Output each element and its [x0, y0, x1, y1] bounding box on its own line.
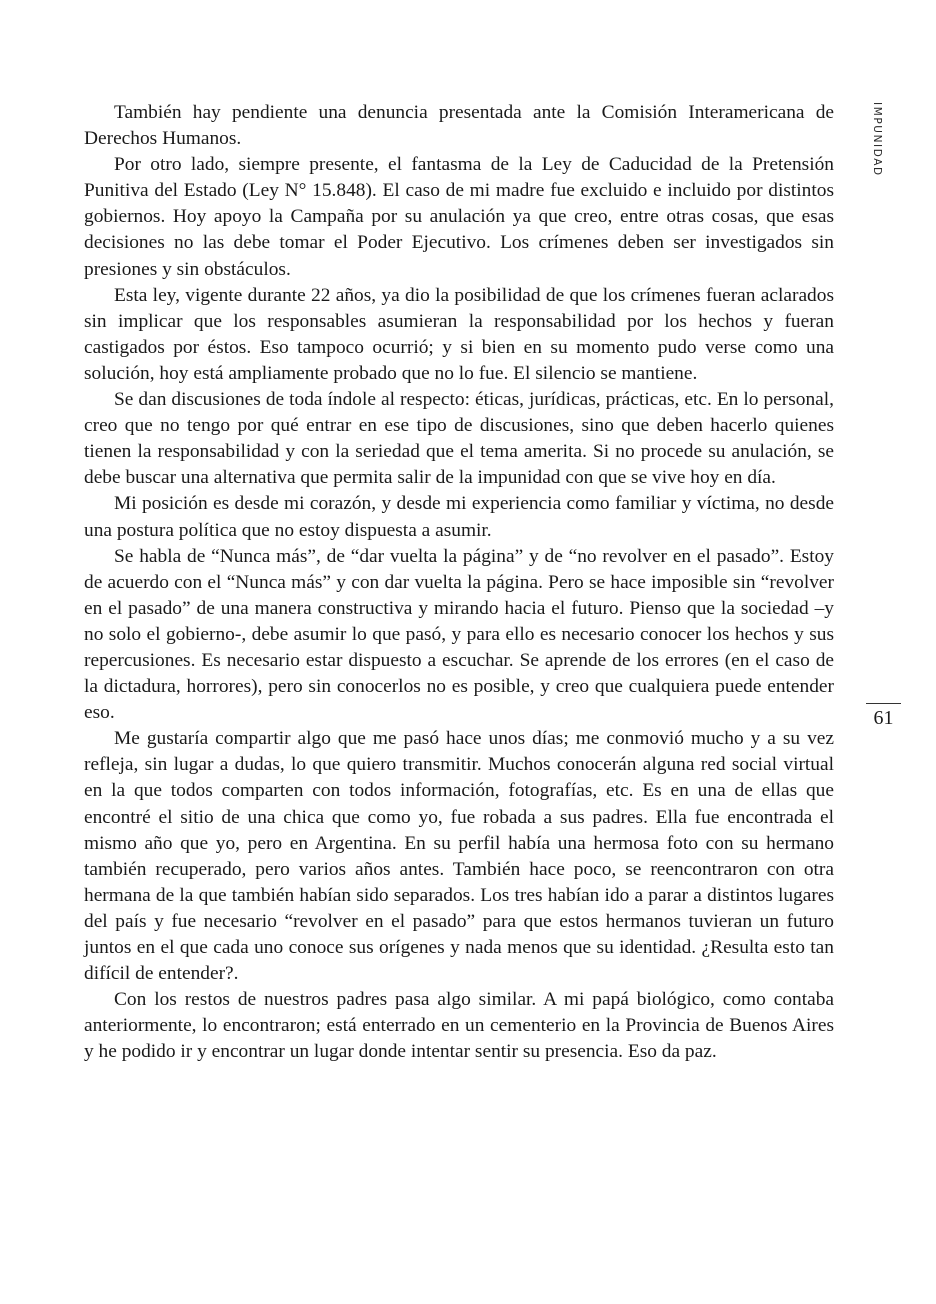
body-text — [84, 100, 834, 1065]
folio-rule — [866, 703, 901, 704]
paragraph: Esta ley, vigente durante 22 años, ya dio la posibilidad de que los crímenes fueran aclarados sin implicar que los responsables asumieran la responsabilidad por los hechos y fueran castigados por éstos. Eso tampoco ocurrió; y si bien en su momento pudo verse como una solución, hoy está ampliamente probado que no lo fue. El silencio se mantiene. — [84, 284, 834, 384]
paragraph: Mi posición es desde mi corazón, y desde mi experiencia como familiar y víctima, no desde una postura política que no estoy dispuesta a asumir. — [84, 493, 834, 541]
paragraph: Se habla de “Nunca más”, de “dar vuelta la página” y de “no revolver en el pasado”. Estoy de acuerdo con el “Nunca más” y con dar vuelta la página. Pero se hace imposible sin “revolver en el pasado” de una manera constructiva y mirando hacia el futuro. Pienso que la sociedad –y no solo el gobierno-, debe asumir lo que pasó, y para ello es necesario conocer los hechos y sus repercusiones. Es necesario estar dispuesto a escuchar. Se aprende de los errores (en el caso de la dictadura, horrores), pero sin conocerlos no es posible, y creo que cualquiera puede entender eso. — [84, 545, 834, 724]
paragraph: También hay pendiente una denuncia presentada ante la Comisión Interamericana de Derechos Humanos. — [84, 102, 834, 150]
page-number: 61 — [873, 707, 894, 729]
paragraph: Se dan discusiones de toda índole al respecto: éticas, jurídicas, prácticas, etc. En lo personal, creo que no tengo por qué entrar en ese tipo de discusiones, sino que deben hacerlo quienes tienen la responsabilidad y con la seriedad que el tema amerita. Si no procede su anulación, se debe buscar una alternativa que permita salir de la impunidad con que se vive hoy en día. — [84, 389, 834, 489]
paragraph: Con los restos de nuestros padres pasa algo similar. A mi papá biológico, como contaba anteriormente, lo encontraron; está enterrado en un cementerio en la Provincia de Buenos Aires y he podido ir y encontrar un lugar donde intentar sentir su presencia. Eso da paz. — [84, 989, 834, 1063]
running-head: IMPUNIDAD — [871, 102, 883, 177]
paragraph: Por otro lado, siempre presente, el fantasma de la Ley de Caducidad de la Pretensión Punitiva del Estado (Ley N° 15.848). El caso de mi madre fue excluido e incluido por distintos gobiernos. Hoy apoyo la Campaña por su anulación ya que creo, entre otras cosas, que esas decisiones no las debe tomar el Poder Ejecutivo. Los crímenes deben ser investigados sin presiones y sin obstáculos. — [84, 154, 834, 280]
paragraph: Me gustaría compartir algo que me pasó hace unos días; me conmovió mucho y a su vez refleja, sin lugar a dudas, lo que quiero transmitir. Muchos conocerán alguna red social virtual en la que todos comparten con todos información, fotografías, etc. Es en una de ellas que encontré el sitio de una chica que como yo, fue robada a sus padres. Ella fue encontrada el mismo año que yo, pero en Argentina. En su perfil había una hermosa foto con su hermano también recuperado, pero varios años antes. También hace poco, se reencontraron con otra hermana de la que también habían sido separados. Los tres habían ido a parar a distintos lugares del país y fue necesario “revolver en el pasado” para que estos hermanos tuvieran un futuro juntos en el que cada uno conoce sus orígenes y nada menos que su identidad. ¿Resulta esto tan difícil de entender?. — [84, 728, 834, 985]
